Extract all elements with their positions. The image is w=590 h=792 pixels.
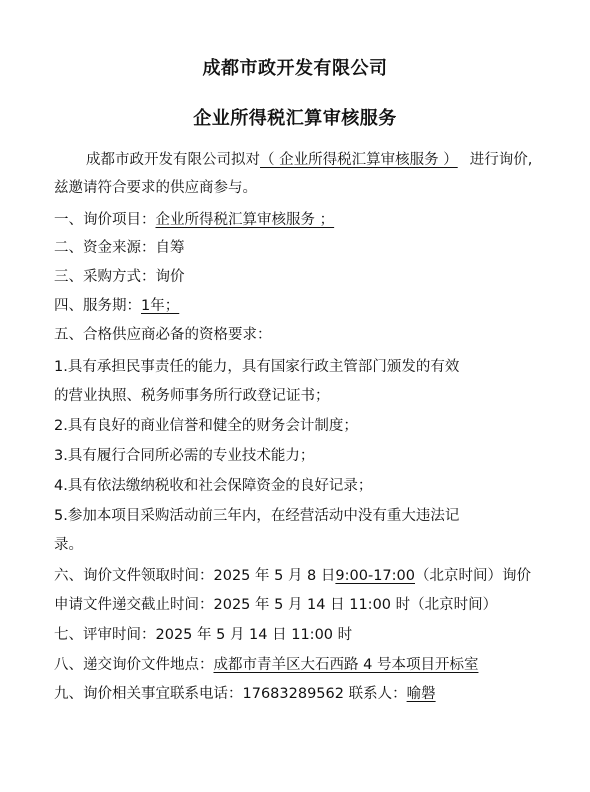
doc-time-text-end: （北京时间）询价 bbox=[415, 568, 531, 584]
company-title: 成都市政开发有限公司 bbox=[202, 58, 388, 79]
doc-collection-time bbox=[54, 566, 564, 586]
item-funding: 二、资金来源：自筹 bbox=[54, 240, 185, 256]
intro-line-2: 兹邀请符合要求的供应商参与。 bbox=[54, 180, 257, 196]
service-title: 企业所得税汇算审核服务 bbox=[193, 108, 397, 129]
intro-line-1 bbox=[86, 150, 566, 170]
location-value: 成都市青羊区大石西路 4 号本项目开标室 bbox=[213, 657, 479, 673]
item-project bbox=[54, 210, 564, 230]
intro-project-name: （ 企业所得税汇算审核服务 ） bbox=[260, 152, 458, 168]
intro-text: 成都市政开发有限公司拟对 bbox=[86, 152, 260, 168]
qualification-3: 3.具有履行合同所必需的专业技术能力； bbox=[54, 448, 315, 464]
project-value: 企业所得税汇算审核服务 ； bbox=[155, 212, 335, 228]
qualification-4: 4.具有依法缴纳税收和社会保障资金的良好记录； bbox=[54, 478, 373, 494]
project-label: 一、询价项目： bbox=[54, 212, 156, 228]
qualification-5a: 5.参加本项目采购活动前三年内，在经营活动中没有重大违法记 bbox=[54, 508, 460, 524]
review-time: 七、评审时间：2025 年 5 月 14 日 11:00 时 bbox=[54, 627, 353, 643]
contact-name: 喻磐 bbox=[406, 686, 436, 702]
period-label: 四、服务期： bbox=[54, 298, 141, 314]
contact-info bbox=[54, 684, 564, 704]
period-value: 1年； bbox=[141, 298, 180, 314]
doc-time-hours: 9:00-17:00 bbox=[335, 568, 415, 584]
submission-deadline: 申请文件递交截止时间：2025 年 5 月 14 日 11:00 时（北京时间） bbox=[54, 597, 498, 613]
qualification-2: 2.具有良好的商业信誉和健全的财务会计制度； bbox=[54, 418, 358, 434]
item-method: 三、采购方式：询价 bbox=[54, 269, 185, 285]
qualification-1b: 的营业执照、税务师事务所行政登记证书； bbox=[54, 388, 330, 404]
intro-text-end: 进行询价, bbox=[469, 152, 533, 168]
contact-label: 九、询价相关事宜联系电话：17683289562 联系人： bbox=[54, 686, 407, 702]
qualification-1a: 1.具有承担民事责任的能力，具有国家行政主管部门颁发的有效 bbox=[54, 359, 460, 375]
location-label: 八、递交询价文件地点： bbox=[54, 657, 214, 673]
submission-location bbox=[54, 655, 564, 675]
doc-time-text: 六、询价文件领取时间：2025 年 5 月 8 日 bbox=[54, 568, 336, 584]
qualification-5b: 录。 bbox=[54, 537, 83, 553]
qualification-header: 五、合格供应商必备的资格要求： bbox=[54, 327, 272, 343]
item-period bbox=[54, 296, 564, 316]
